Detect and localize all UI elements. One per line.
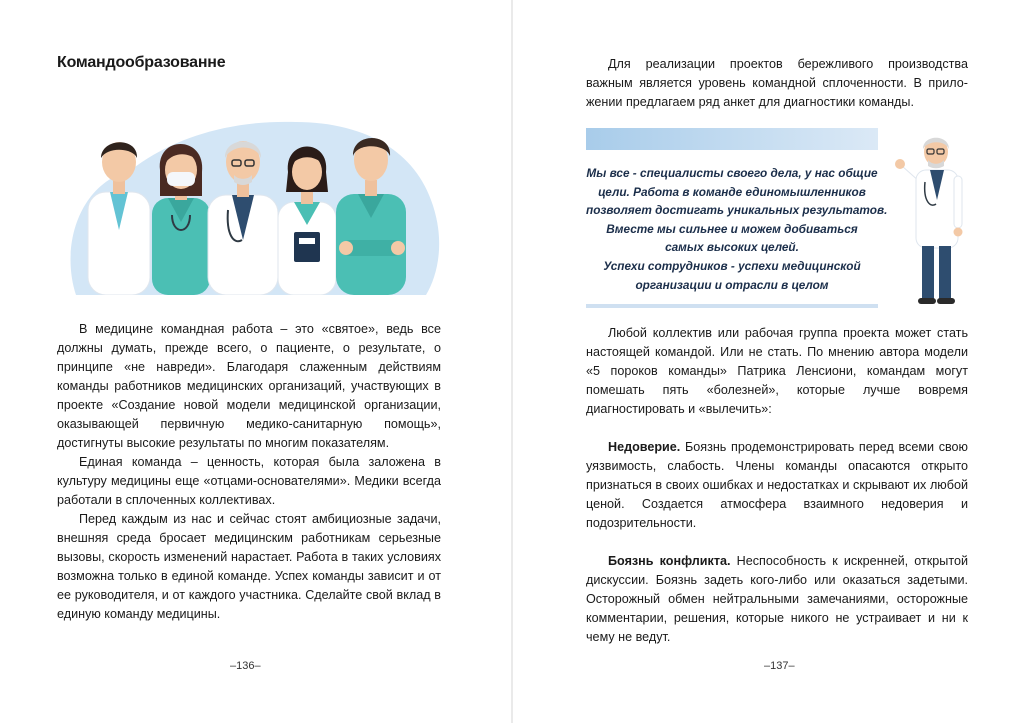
quote-line: цели. Работа в команде единомышленников <box>598 184 866 199</box>
medical-team-illustration-icon <box>56 100 441 295</box>
paragraph: Единая команда – ценность, которая была заложена в культуру медицины еще «отцами-основателями». Медики всегда работали в сплоченных коллективах. <box>57 455 441 507</box>
paragraph: Любой коллектив или рабочая группа проекта может стать настоящей командой. Или не стать. По мнению автора модели «5 пороков команды» Патрика Ленсиони, командам могут помешать пять «болезней», которые лучше вовремя диагностировать и «вылечить»: <box>586 326 968 416</box>
dysfunction-term: Боязнь конфликта. <box>608 554 731 568</box>
page-number: –137– <box>764 660 795 672</box>
right-intro-text <box>586 55 968 112</box>
dysfunction-item <box>586 438 968 533</box>
dysfunction-description: Неспособность к искренней, открытой дискуссии. Боязнь задеть кого-либо или оказаться задетыми. Осторожный обмен нейтральными замечаниями, осторожные комментарии, решения, которые никого не устраивает и ни к чему не ведут. <box>586 554 968 644</box>
quote-line: Вместе мы сильнее и можем добиваться <box>606 221 858 236</box>
page-number: –136– <box>230 660 261 672</box>
dysfunction-description: Боязнь продемонстрировать перед всеми свою уязвимость, слабость. Члены команды опасаются открыто признаться в своих ошибках и недостатках и скрывают их любой ценой. Создается атмосфера взаимного недоверия и подозрительности. <box>586 440 968 530</box>
quote-line: позволяет достигать уникальных результатов. <box>586 203 888 218</box>
senior-doctor-icon <box>894 130 974 310</box>
quote-line: организации и отрасли в целом <box>635 277 829 292</box>
quote-line: самых высоких целей. <box>665 240 799 255</box>
left-body-text <box>57 320 441 624</box>
paragraph: Перед каждым из нас и сейчас стоят амбициозные задачи, внешняя среда бросает медицинским работникам серьезные вызовы, скорость изменений нарастает. Работа в таких условиях возможна только в единой команде. Успех команды зависит и от ее руководителя, и от каждого участника. Сделайте свой вклад в единую команду медицины. <box>57 512 441 621</box>
quote-footer-bar <box>586 304 878 308</box>
quote-text <box>586 164 888 294</box>
page-title: Командообразованне <box>57 54 226 71</box>
quote-header-bar <box>586 128 878 150</box>
quote-line: Успехи сотрудников - успехи медицинской <box>603 258 861 273</box>
right-body-text <box>586 324 968 647</box>
dysfunction-item <box>586 552 968 647</box>
quote-line: Мы все - специалисты своего дела, у нас общие <box>586 166 878 180</box>
quote-box <box>586 128 888 308</box>
dysfunction-term: Недоверие. <box>608 440 681 454</box>
nurse-figure-1 <box>152 144 210 295</box>
paragraph: В медицине командная работа – это «святое», ведь все должны думать, прежде всего, о пациенте, о результате, о принципе «не навреди». Благодаря слаженным действиям команды работников медицинских организаций, участвующих в проекте «Создание новой модели медицинской организации, оказывающей первичную медико-санитарную помощь», достигнуты высокие результаты по многим показателям. <box>57 322 441 450</box>
paragraph: Для реализации проектов бережливого производства важным является уровень командной сплоченности. В приложении предлагаем ряд анкет для диагностики команды. <box>586 57 968 109</box>
